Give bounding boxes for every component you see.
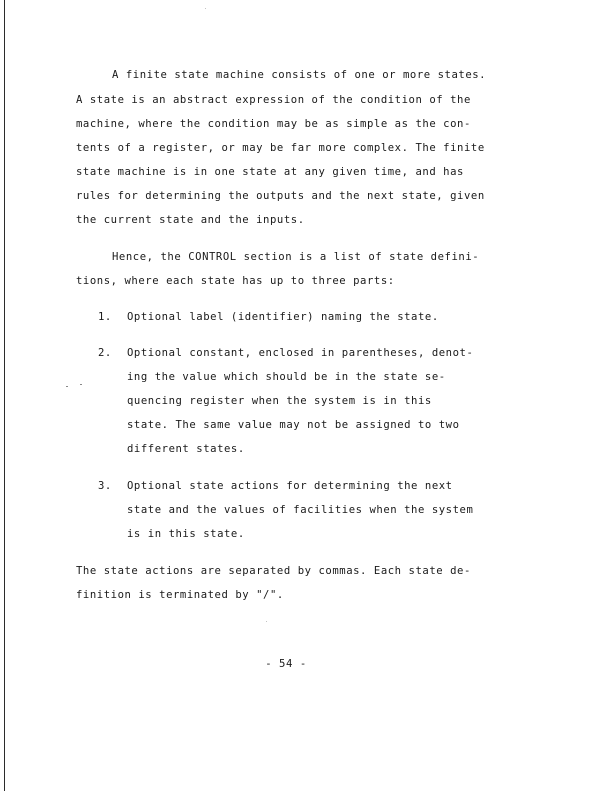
paragraph-line: finition is terminated by "/". bbox=[76, 589, 284, 601]
paragraph-line: state machine is in one state at any given time, and has bbox=[76, 166, 464, 178]
list-item-line: ing the value which should be in the state se- bbox=[127, 371, 446, 383]
paragraph-line: the current state and the inputs. bbox=[76, 214, 305, 226]
paragraph-line: tions, where each state has up to three parts: bbox=[76, 275, 395, 287]
scan-speck bbox=[266, 621, 267, 622]
list-item-line: quencing register when the system is in this bbox=[127, 395, 432, 407]
list-item-number: 3. bbox=[98, 480, 112, 492]
paragraph-line: machine, where the condition may be as simple as the con- bbox=[76, 118, 471, 130]
scan-speck bbox=[66, 386, 68, 387]
paragraph-line: Hence, the CONTROL section is a list of state defini- bbox=[112, 251, 480, 263]
list-item-number: 1. bbox=[98, 311, 112, 323]
paragraph-line: rules for determining the outputs and the next state, given bbox=[76, 190, 485, 202]
scan-speck bbox=[205, 8, 206, 9]
list-item-line: Optional state actions for determining the next bbox=[127, 480, 453, 492]
list-item-line: Optional label (identifier) naming the state. bbox=[127, 311, 439, 323]
paragraph-line: A state is an abstract expression of the condition of the bbox=[76, 94, 471, 106]
page-number: - 54 - bbox=[265, 658, 307, 670]
list-item-line: different states. bbox=[127, 443, 245, 455]
paragraph-line: tents of a register, or may be far more complex. The finite bbox=[76, 142, 485, 154]
paragraph-line: The state actions are separated by commas. Each state de- bbox=[76, 565, 471, 577]
paragraph-line: A finite state machine consists of one or more states. bbox=[112, 69, 487, 81]
list-item-line: Optional constant, enclosed in parentheses, denot- bbox=[127, 347, 474, 359]
scan-speck bbox=[80, 384, 82, 385]
list-item-line: state. The same value may not be assigned to two bbox=[127, 419, 460, 431]
list-item-number: 2. bbox=[98, 347, 112, 359]
list-item-line: is in this state. bbox=[127, 528, 245, 540]
page-edge-rule bbox=[4, 0, 5, 791]
list-item-line: state and the values of facilities when the system bbox=[127, 504, 474, 516]
